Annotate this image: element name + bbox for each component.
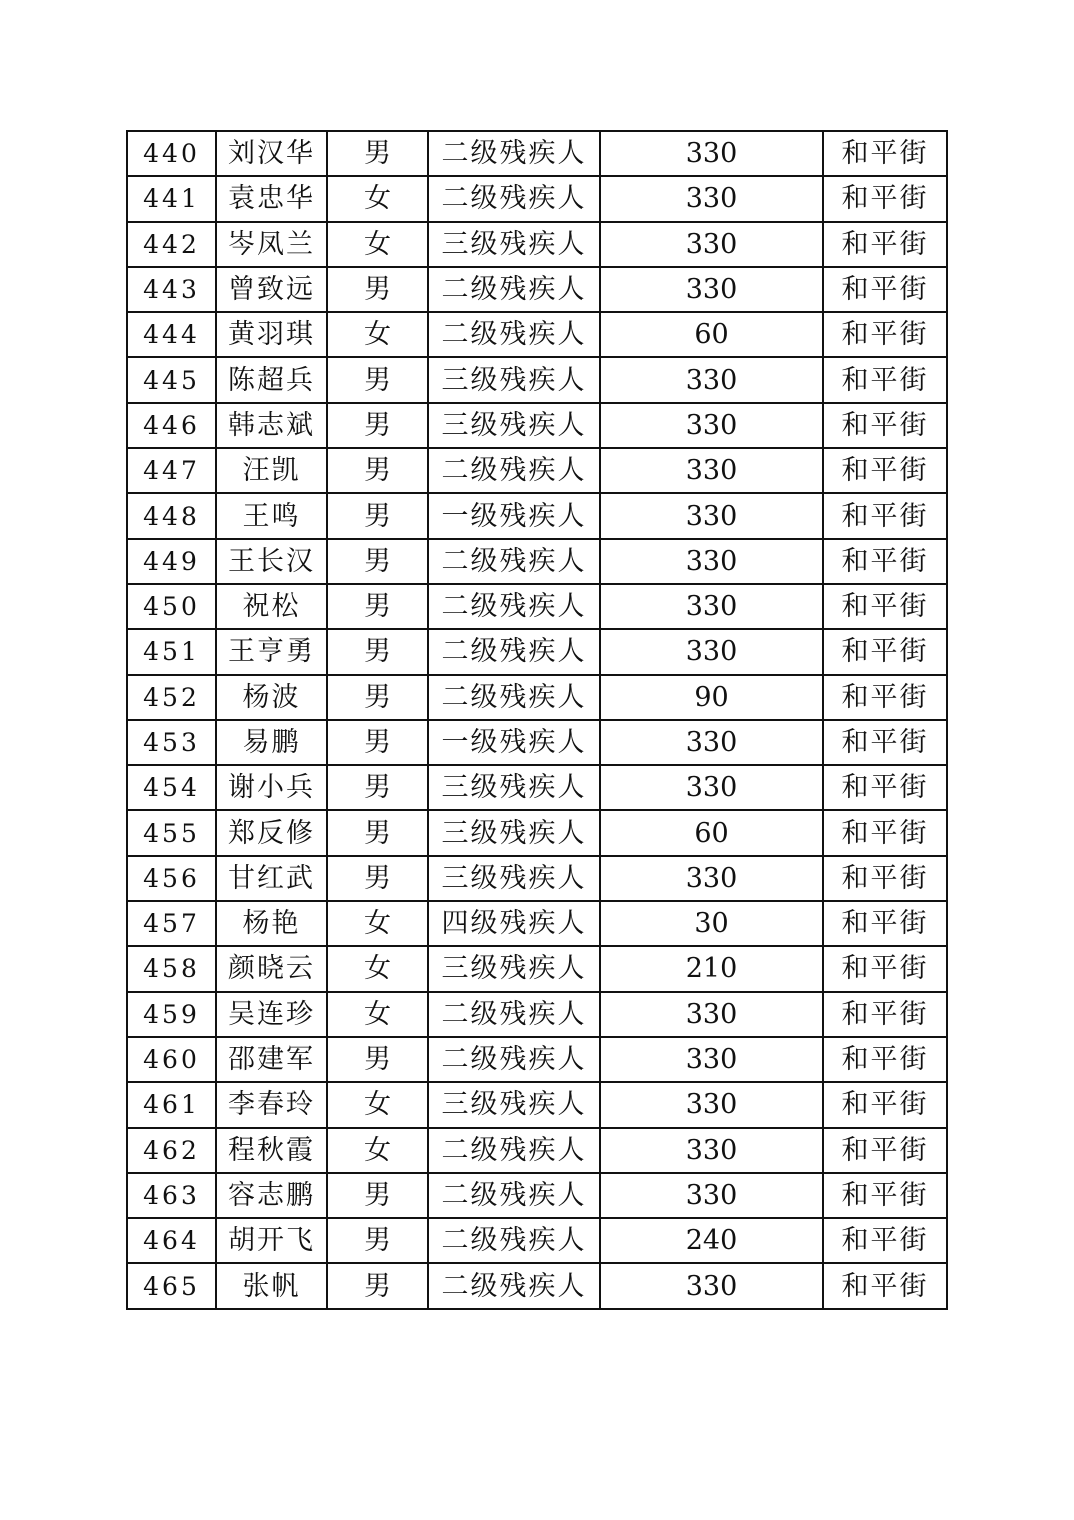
subsidy-amount-cell: 90 [600, 675, 823, 720]
table-row [127, 357, 947, 402]
gender-cell: 男 [327, 539, 428, 584]
subsidy-amount-cell: 330 [600, 493, 823, 538]
subsidy-amount-cell: 330 [600, 856, 823, 901]
serial-number-cell: 465 [127, 1263, 216, 1308]
disability-level-cell: 二级残疾人 [428, 992, 600, 1037]
gender-cell: 女 [327, 312, 428, 357]
table-row [127, 403, 947, 448]
gender-cell: 男 [327, 1218, 428, 1263]
subsidy-amount-cell: 330 [600, 629, 823, 674]
subsidy-amount-cell: 330 [600, 1173, 823, 1218]
serial-number-cell: 454 [127, 765, 216, 810]
table-row [127, 901, 947, 946]
disability-level-cell: 二级残疾人 [428, 312, 600, 357]
person-name-cell: 祝松 [216, 584, 327, 629]
street-cell: 和平街 [823, 992, 947, 1037]
serial-number-cell: 462 [127, 1128, 216, 1173]
serial-number-cell: 459 [127, 992, 216, 1037]
table-row [127, 856, 947, 901]
serial-number-cell: 446 [127, 403, 216, 448]
subsidy-amount-cell: 60 [600, 312, 823, 357]
disability-level-cell: 一级残疾人 [428, 493, 600, 538]
person-name-cell: 王亨勇 [216, 629, 327, 674]
subsidy-amount-cell: 330 [600, 176, 823, 221]
subsidy-amount-cell: 330 [600, 403, 823, 448]
subsidy-amount-cell: 330 [600, 1037, 823, 1082]
person-name-cell: 程秋霞 [216, 1128, 327, 1173]
table-row [127, 675, 947, 720]
person-name-cell: 谢小兵 [216, 765, 327, 810]
table-row [127, 810, 947, 855]
person-name-cell: 王鸣 [216, 493, 327, 538]
person-name-cell: 陈超兵 [216, 357, 327, 402]
subsidy-amount-cell: 330 [600, 539, 823, 584]
serial-number-cell: 444 [127, 312, 216, 357]
person-name-cell: 吴连珍 [216, 992, 327, 1037]
street-cell: 和平街 [823, 493, 947, 538]
gender-cell: 女 [327, 901, 428, 946]
person-name-cell: 郑反修 [216, 810, 327, 855]
street-cell: 和平街 [823, 176, 947, 221]
person-name-cell: 易鹏 [216, 720, 327, 765]
disability-level-cell: 二级残疾人 [428, 176, 600, 221]
disability-level-cell: 三级残疾人 [428, 1082, 600, 1127]
table-row [127, 267, 947, 312]
gender-cell: 女 [327, 1082, 428, 1127]
person-name-cell: 张帆 [216, 1263, 327, 1308]
disability-level-cell: 三级残疾人 [428, 222, 600, 267]
street-cell: 和平街 [823, 629, 947, 674]
gender-cell: 男 [327, 1037, 428, 1082]
gender-cell: 男 [327, 629, 428, 674]
subsidy-amount-cell: 330 [600, 1263, 823, 1308]
person-name-cell: 黄羽琪 [216, 312, 327, 357]
disability-level-cell: 二级残疾人 [428, 1218, 600, 1263]
subsidy-amount-cell: 330 [600, 222, 823, 267]
person-name-cell: 杨艳 [216, 901, 327, 946]
gender-cell: 女 [327, 176, 428, 221]
serial-number-cell: 443 [127, 267, 216, 312]
gender-cell: 男 [327, 493, 428, 538]
disability-level-cell: 三级残疾人 [428, 856, 600, 901]
subsidy-amount-cell: 330 [600, 1128, 823, 1173]
disability-level-cell: 三级残疾人 [428, 403, 600, 448]
serial-number-cell: 458 [127, 946, 216, 991]
person-name-cell: 颜晓云 [216, 946, 327, 991]
table-row [127, 1173, 947, 1218]
person-name-cell: 汪凯 [216, 448, 327, 493]
gender-cell: 男 [327, 675, 428, 720]
table-row [127, 448, 947, 493]
person-name-cell: 刘汉华 [216, 131, 327, 176]
serial-number-cell: 440 [127, 131, 216, 176]
gender-cell: 男 [327, 856, 428, 901]
street-cell: 和平街 [823, 1263, 947, 1308]
person-name-cell: 曾致远 [216, 267, 327, 312]
person-name-cell: 容志鹏 [216, 1173, 327, 1218]
gender-cell: 男 [327, 584, 428, 629]
person-name-cell: 胡开飞 [216, 1218, 327, 1263]
subsidy-amount-cell: 330 [600, 584, 823, 629]
serial-number-cell: 460 [127, 1037, 216, 1082]
roster-table-body [127, 131, 947, 1309]
serial-number-cell: 463 [127, 1173, 216, 1218]
street-cell: 和平街 [823, 357, 947, 402]
disability-level-cell: 三级残疾人 [428, 810, 600, 855]
disability-level-cell: 二级残疾人 [428, 1263, 600, 1308]
disability-level-cell: 二级残疾人 [428, 539, 600, 584]
gender-cell: 男 [327, 267, 428, 312]
gender-cell: 男 [327, 131, 428, 176]
table-row [127, 222, 947, 267]
street-cell: 和平街 [823, 810, 947, 855]
street-cell: 和平街 [823, 1218, 947, 1263]
subsidy-amount-cell: 30 [600, 901, 823, 946]
disability-level-cell: 二级残疾人 [428, 267, 600, 312]
disability-level-cell: 二级残疾人 [428, 675, 600, 720]
table-row [127, 584, 947, 629]
disability-level-cell: 二级残疾人 [428, 1128, 600, 1173]
street-cell: 和平街 [823, 946, 947, 991]
gender-cell: 男 [327, 720, 428, 765]
serial-number-cell: 449 [127, 539, 216, 584]
subsidy-amount-cell: 330 [600, 448, 823, 493]
street-cell: 和平街 [823, 765, 947, 810]
street-cell: 和平街 [823, 222, 947, 267]
disability-level-cell: 二级残疾人 [428, 1037, 600, 1082]
street-cell: 和平街 [823, 312, 947, 357]
subsidy-amount-cell: 330 [600, 720, 823, 765]
subsidy-amount-cell: 330 [600, 992, 823, 1037]
gender-cell: 男 [327, 1173, 428, 1218]
subsidy-amount-cell: 210 [600, 946, 823, 991]
subsidy-amount-cell: 330 [600, 1082, 823, 1127]
subsidy-amount-cell: 240 [600, 1218, 823, 1263]
serial-number-cell: 456 [127, 856, 216, 901]
table-row [127, 629, 947, 674]
serial-number-cell: 447 [127, 448, 216, 493]
table-row [127, 992, 947, 1037]
table-row [127, 539, 947, 584]
disability-level-cell: 三级残疾人 [428, 946, 600, 991]
subsidy-amount-cell: 330 [600, 765, 823, 810]
serial-number-cell: 441 [127, 176, 216, 221]
table-row [127, 312, 947, 357]
serial-number-cell: 455 [127, 810, 216, 855]
gender-cell: 男 [327, 357, 428, 402]
street-cell: 和平街 [823, 448, 947, 493]
gender-cell: 女 [327, 1128, 428, 1173]
serial-number-cell: 448 [127, 493, 216, 538]
serial-number-cell: 461 [127, 1082, 216, 1127]
disability-level-cell: 二级残疾人 [428, 448, 600, 493]
serial-number-cell: 464 [127, 1218, 216, 1263]
disability-level-cell: 二级残疾人 [428, 629, 600, 674]
disability-level-cell: 二级残疾人 [428, 1173, 600, 1218]
person-name-cell: 甘红武 [216, 856, 327, 901]
table-row [127, 1082, 947, 1127]
gender-cell: 女 [327, 222, 428, 267]
gender-cell: 男 [327, 448, 428, 493]
serial-number-cell: 453 [127, 720, 216, 765]
serial-number-cell: 452 [127, 675, 216, 720]
street-cell: 和平街 [823, 856, 947, 901]
street-cell: 和平街 [823, 403, 947, 448]
street-cell: 和平街 [823, 1173, 947, 1218]
street-cell: 和平街 [823, 267, 947, 312]
person-name-cell: 邵建军 [216, 1037, 327, 1082]
gender-cell: 男 [327, 765, 428, 810]
street-cell: 和平街 [823, 584, 947, 629]
table-row [127, 1263, 947, 1308]
person-name-cell: 王长汉 [216, 539, 327, 584]
person-name-cell: 李春玲 [216, 1082, 327, 1127]
person-name-cell: 韩志斌 [216, 403, 327, 448]
street-cell: 和平街 [823, 131, 947, 176]
table-row [127, 176, 947, 221]
person-name-cell: 袁忠华 [216, 176, 327, 221]
table-row [127, 493, 947, 538]
subsidy-amount-cell: 330 [600, 357, 823, 402]
gender-cell: 男 [327, 403, 428, 448]
gender-cell: 男 [327, 810, 428, 855]
serial-number-cell: 450 [127, 584, 216, 629]
street-cell: 和平街 [823, 675, 947, 720]
table-row [127, 765, 947, 810]
table-row [127, 720, 947, 765]
street-cell: 和平街 [823, 720, 947, 765]
table-row [127, 1218, 947, 1263]
person-name-cell: 杨波 [216, 675, 327, 720]
gender-cell: 男 [327, 1263, 428, 1308]
disability-level-cell: 二级残疾人 [428, 584, 600, 629]
table-row [127, 1037, 947, 1082]
subsidy-amount-cell: 330 [600, 131, 823, 176]
disability-level-cell: 二级残疾人 [428, 131, 600, 176]
street-cell: 和平街 [823, 1082, 947, 1127]
disability-level-cell: 三级残疾人 [428, 357, 600, 402]
table-row [127, 1128, 947, 1173]
serial-number-cell: 457 [127, 901, 216, 946]
table-row [127, 131, 947, 176]
person-name-cell: 岑凤兰 [216, 222, 327, 267]
disability-level-cell: 一级残疾人 [428, 720, 600, 765]
gender-cell: 女 [327, 992, 428, 1037]
street-cell: 和平街 [823, 1037, 947, 1082]
roster-table [126, 130, 948, 1310]
gender-cell: 女 [327, 946, 428, 991]
street-cell: 和平街 [823, 539, 947, 584]
table-row [127, 946, 947, 991]
serial-number-cell: 442 [127, 222, 216, 267]
street-cell: 和平街 [823, 1128, 947, 1173]
serial-number-cell: 451 [127, 629, 216, 674]
serial-number-cell: 445 [127, 357, 216, 402]
subsidy-amount-cell: 60 [600, 810, 823, 855]
disability-level-cell: 三级残疾人 [428, 765, 600, 810]
subsidy-amount-cell: 330 [600, 267, 823, 312]
disability-level-cell: 四级残疾人 [428, 901, 600, 946]
street-cell: 和平街 [823, 901, 947, 946]
